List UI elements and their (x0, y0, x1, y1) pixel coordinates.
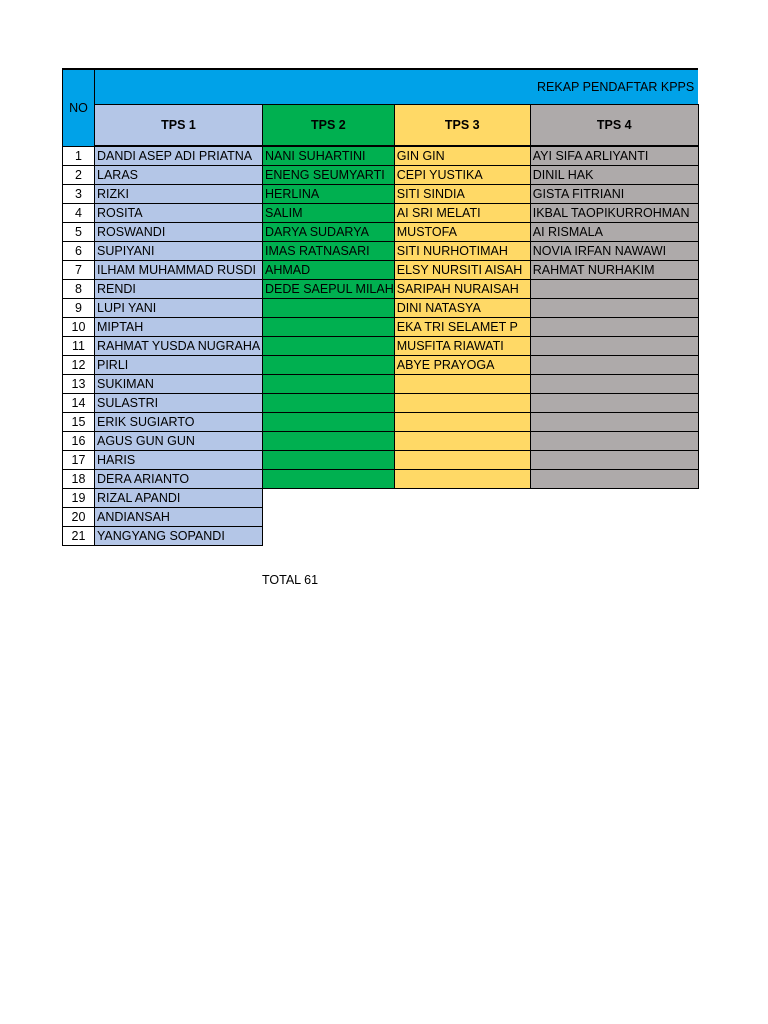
tps2-name-cell[interactable]: DARYA SUDARYA (263, 223, 395, 242)
tps4-name-cell[interactable]: AYI SIFA ARLIYANTI (530, 146, 698, 166)
row-number[interactable]: 17 (63, 451, 95, 470)
empty-cell[interactable] (394, 527, 530, 546)
table-row (63, 223, 699, 242)
empty-cell[interactable] (394, 489, 530, 508)
tps4-name-cell[interactable] (530, 375, 698, 394)
empty-cell[interactable] (530, 527, 698, 546)
tps4-name-cell[interactable]: GISTA FITRIANI (530, 185, 698, 204)
tps2-name-cell[interactable] (263, 394, 395, 413)
tps4-name-cell[interactable] (530, 413, 698, 432)
table-row (63, 356, 699, 375)
tps1-name-cell[interactable]: LARAS (95, 166, 263, 185)
tps2-name-cell[interactable]: HERLINA (263, 185, 395, 204)
tps3-name-cell[interactable] (394, 451, 530, 470)
tps1-name-cell[interactable]: RIZAL APANDI (95, 489, 263, 508)
row-number[interactable]: 20 (63, 508, 95, 527)
table-row (63, 204, 699, 223)
tps2-name-cell[interactable] (263, 318, 395, 337)
tps1-name-cell[interactable]: ROSITA (95, 204, 263, 223)
tps1-name-cell[interactable]: ANDIANSAH (95, 508, 263, 527)
tps3-name-cell[interactable]: ABYE PRAYOGA (394, 356, 530, 375)
tps2-name-cell[interactable]: DEDE SAEPUL MILAH (263, 280, 395, 299)
tps3-name-cell[interactable] (394, 432, 530, 451)
table-row (63, 413, 699, 432)
table-row (63, 299, 699, 318)
row-number[interactable]: 10 (63, 318, 95, 337)
tps2-name-cell[interactable]: IMAS RATNASARI (263, 242, 395, 261)
tps1-name-cell[interactable]: AGUS GUN GUN (95, 432, 263, 451)
tps2-name-cell[interactable] (263, 375, 395, 394)
title-row (63, 69, 699, 105)
sheet-title[interactable]: REKAP PENDAFTAR KPPS (95, 69, 699, 105)
row-number[interactable]: 8 (63, 280, 95, 299)
table-row (63, 375, 699, 394)
tps2-name-cell[interactable] (263, 451, 395, 470)
table-row (63, 432, 699, 451)
tps3-name-cell[interactable]: CEPI YUSTIKA (394, 166, 530, 185)
tps3-name-cell[interactable]: MUSTOFA (394, 223, 530, 242)
tps2-name-cell[interactable] (263, 413, 395, 432)
tps4-name-cell[interactable] (530, 432, 698, 451)
tps4-name-cell[interactable] (530, 394, 698, 413)
tps1-name-cell[interactable]: PIRLI (95, 356, 263, 375)
tps3-name-cell[interactable]: SITI NURHOTIMAH (394, 242, 530, 261)
tps4-name-cell[interactable] (530, 280, 698, 299)
empty-cell[interactable] (530, 489, 698, 508)
recap-table (62, 68, 699, 546)
tps1-name-cell[interactable]: ILHAM MUHAMMAD RUSDI (95, 261, 263, 280)
tps3-header[interactable]: TPS 3 (394, 105, 530, 147)
tps1-name-cell[interactable]: DERA ARIANTO (95, 470, 263, 489)
row-number[interactable]: 1 (63, 146, 95, 166)
tps3-name-cell[interactable]: MUSFITA RIAWATI (394, 337, 530, 356)
tps3-name-cell[interactable]: SITI SINDIA (394, 185, 530, 204)
empty-cell[interactable] (394, 508, 530, 527)
row-number[interactable]: 19 (63, 489, 95, 508)
row-number[interactable]: 6 (63, 242, 95, 261)
total-label[interactable]: TOTAL 61 (262, 573, 319, 587)
tps3-name-cell[interactable] (394, 470, 530, 489)
row-number[interactable]: 2 (63, 166, 95, 185)
tps3-name-cell[interactable]: DINI NATASYA (394, 299, 530, 318)
tps1-name-cell[interactable]: RIZKI (95, 185, 263, 204)
table-row (63, 185, 699, 204)
tps2-header[interactable]: TPS 2 (263, 105, 395, 147)
tps1-name-cell[interactable]: SUKIMAN (95, 375, 263, 394)
tps4-name-cell[interactable] (530, 451, 698, 470)
tps4-name-cell[interactable] (530, 356, 698, 375)
tps1-name-cell[interactable]: YANGYANG SOPANDI (95, 527, 263, 546)
table-row (63, 470, 699, 489)
row-number[interactable]: 18 (63, 470, 95, 489)
table-row (63, 394, 699, 413)
row-number[interactable]: 9 (63, 299, 95, 318)
tps4-name-cell[interactable]: IKBAL TAOPIKURROHMAN (530, 204, 698, 223)
table-row (63, 489, 699, 508)
tps3-name-cell[interactable]: EKA TRI SELAMET P (394, 318, 530, 337)
row-number[interactable]: 5 (63, 223, 95, 242)
tps2-name-cell[interactable] (263, 356, 395, 375)
tps3-name-cell[interactable] (394, 413, 530, 432)
tps4-name-cell[interactable] (530, 318, 698, 337)
row-number[interactable]: 4 (63, 204, 95, 223)
row-number[interactable]: 12 (63, 356, 95, 375)
table-row (63, 261, 699, 280)
tps4-name-cell[interactable]: DINIL HAK (530, 166, 698, 185)
table-row (63, 146, 699, 166)
tps1-name-cell[interactable]: ERIK SUGIARTO (95, 413, 263, 432)
tps1-name-cell[interactable]: RENDI (95, 280, 263, 299)
empty-cell[interactable] (530, 508, 698, 527)
tps2-name-cell[interactable] (263, 432, 395, 451)
tps4-name-cell[interactable] (530, 470, 698, 489)
table-row (63, 451, 699, 470)
tps1-name-cell[interactable]: MIPTAH (95, 318, 263, 337)
table-row (63, 527, 699, 546)
tps3-name-cell[interactable]: ELSY NURSITI AISAH (394, 261, 530, 280)
table-row (63, 242, 699, 261)
tps2-name-cell[interactable]: NANI SUHARTINI (263, 146, 395, 166)
table-row (63, 318, 699, 337)
empty-cell[interactable] (263, 508, 395, 527)
tps3-name-cell[interactable]: GIN GIN (394, 146, 530, 166)
table-row (63, 166, 699, 185)
row-number[interactable]: 3 (63, 185, 95, 204)
tps3-name-cell[interactable]: AI SRI MELATI (394, 204, 530, 223)
tps3-name-cell[interactable] (394, 375, 530, 394)
tps4-name-cell[interactable]: AI RISMALA (530, 223, 698, 242)
tps1-name-cell[interactable]: DANDI ASEP ADI PRIATNA (95, 146, 263, 166)
tps2-name-cell[interactable]: AHMAD (263, 261, 395, 280)
table-row (63, 337, 699, 356)
tps4-name-cell[interactable]: NOVIA IRFAN NAWAWI (530, 242, 698, 261)
row-number[interactable]: 15 (63, 413, 95, 432)
table-row (63, 280, 699, 299)
tps-header-row (63, 105, 699, 147)
tps2-name-cell[interactable]: ENENG SEUMYARTI (263, 166, 395, 185)
tps2-name-cell[interactable]: SALIM (263, 204, 395, 223)
tps4-name-cell[interactable] (530, 299, 698, 318)
tps2-name-cell[interactable] (263, 299, 395, 318)
tps1-header[interactable]: TPS 1 (95, 105, 263, 147)
tps3-name-cell[interactable]: SARIPAH NURAISAH (394, 280, 530, 299)
table-row (63, 508, 699, 527)
row-number[interactable]: 7 (63, 261, 95, 280)
tps3-name-cell[interactable] (394, 394, 530, 413)
no-column-header[interactable]: NO (63, 69, 95, 146)
tps1-name-cell[interactable]: HARIS (95, 451, 263, 470)
empty-cell[interactable] (263, 489, 395, 508)
tps4-header[interactable]: TPS 4 (530, 105, 698, 147)
tps1-name-cell[interactable]: SUPIYANI (95, 242, 263, 261)
row-number[interactable]: 13 (63, 375, 95, 394)
row-number[interactable]: 21 (63, 527, 95, 546)
tps2-name-cell[interactable] (263, 470, 395, 489)
tps2-name-cell[interactable] (263, 337, 395, 356)
row-number[interactable]: 14 (63, 394, 95, 413)
tps1-name-cell[interactable]: LUPI YANI (95, 299, 263, 318)
row-number[interactable]: 16 (63, 432, 95, 451)
row-number[interactable]: 11 (63, 337, 95, 356)
tps4-name-cell[interactable] (530, 337, 698, 356)
tps1-name-cell[interactable]: RAHMAT YUSDA NUGRAHA (95, 337, 263, 356)
empty-cell[interactable] (263, 527, 395, 546)
tps4-name-cell[interactable]: RAHMAT NURHAKIM (530, 261, 698, 280)
tps1-name-cell[interactable]: SULASTRI (95, 394, 263, 413)
tps1-name-cell[interactable]: ROSWANDI (95, 223, 263, 242)
